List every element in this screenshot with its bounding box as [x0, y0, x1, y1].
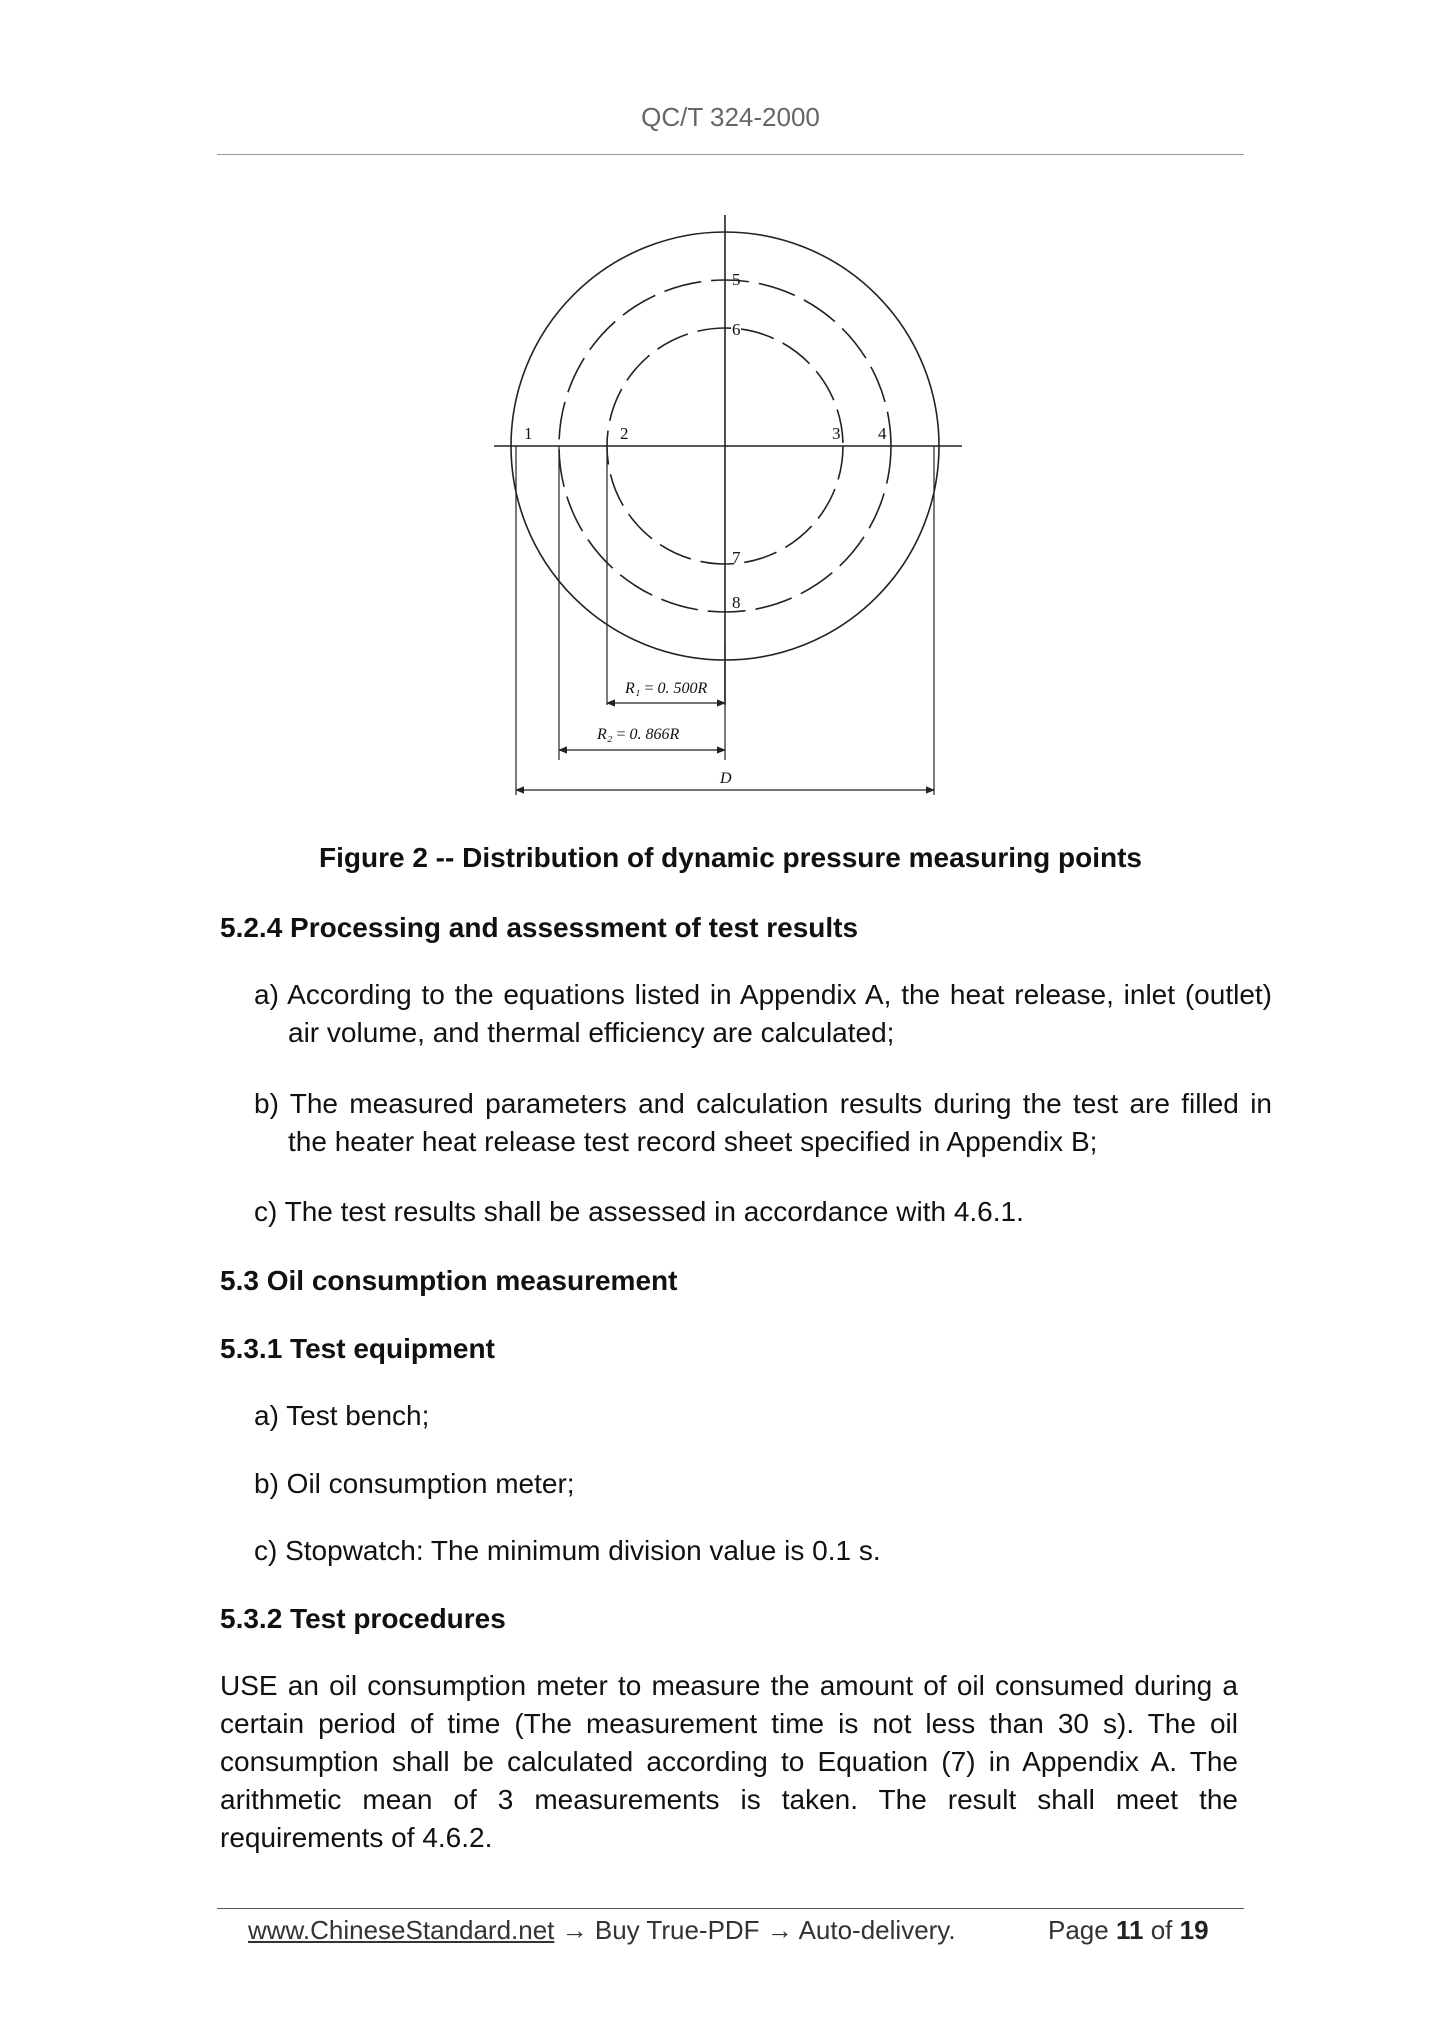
- page-indicator: [1048, 1915, 1209, 1946]
- measuring-points-diagram: [470, 205, 990, 805]
- footer-promo: [248, 1915, 956, 1946]
- list-item: c) Stopwatch: The minimum division value is 0.1 s.: [254, 1535, 881, 1566]
- list-item: b) The measured parameters and calculation results during the test are filled in the heater heat release test record sheet specified in Appendix B;: [254, 1088, 1272, 1157]
- page-total: 19: [1179, 1915, 1209, 1945]
- footer-promo-text: → Buy True-PDF → Auto-delivery.: [554, 1915, 956, 1945]
- section-heading-5-3-1: 5.3.1 Test equipment: [220, 1333, 495, 1364]
- point-label-8: 8: [732, 593, 741, 612]
- point-label-1: 1: [524, 424, 533, 443]
- list-item: b) Oil consumption meter;: [254, 1468, 575, 1499]
- section-heading-5-3: 5.3 Oil consumption measurement: [220, 1265, 678, 1296]
- list-item: c) The test results shall be assessed in accordance with 4.6.1.: [254, 1196, 1024, 1227]
- section-heading-5-3-2: 5.3.2 Test procedures: [220, 1603, 506, 1634]
- section-heading-5-2-4: 5.2.4 Processing and assessment of test results: [220, 912, 859, 943]
- procedure-paragraph: USE an oil consumption meter to measure the amount of oil consumed during a certain period of time (The measurement time is not less than 30 s). The oil consumption shall be calculated according to Equation (7) in Appendix A. The arithmetic mean of 3 measurements is taken. The result shall meet the requirements of 4.6.2.: [220, 1670, 1238, 1853]
- point-label-7: 7: [732, 548, 741, 567]
- point-label-6: 6: [732, 320, 741, 339]
- footer-divider: [217, 1908, 1244, 1909]
- header-divider: [217, 154, 1244, 155]
- point-label-5: 5: [732, 270, 741, 289]
- point-label-2: 2: [620, 424, 629, 443]
- r1-dimension-label: R₁ = 0. 500R: [625, 680, 708, 697]
- list-item: a) According to the equations listed in Appendix A, the heat release, inlet (outlet) air volume, and thermal efficiency are calculated;: [254, 979, 1272, 1048]
- page-word: Page: [1048, 1915, 1109, 1945]
- d-dimension-label: D: [720, 770, 732, 787]
- figure-caption: Figure 2 -- Distribution of dynamic pressure measuring points: [318, 842, 1142, 873]
- point-label-4: 4: [878, 424, 887, 443]
- point-label-3: 3: [832, 424, 841, 443]
- of-word: of: [1150, 1915, 1173, 1945]
- page-number: 11: [1115, 1915, 1144, 1945]
- r2-dimension-label: R₂ = 0. 866R: [597, 726, 680, 743]
- site-link[interactable]: www.ChineseStandard.net: [248, 1915, 555, 1945]
- list-item: a) Test bench;: [254, 1400, 430, 1431]
- document-id-header: QC/T 324-2000: [641, 102, 820, 132]
